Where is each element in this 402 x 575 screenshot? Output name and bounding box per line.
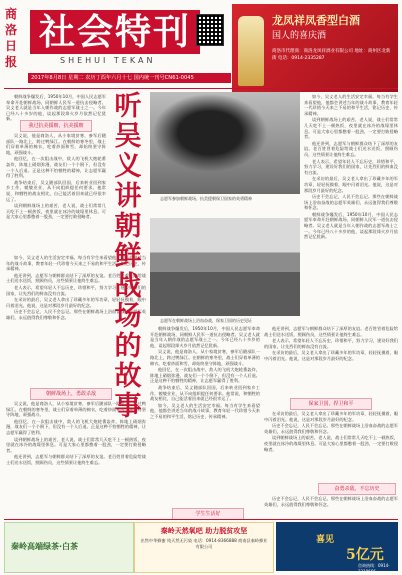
top-advertisement[interactable] [232, 4, 398, 92]
section-heading: 朝鲜战场上，勇敢杀敌 [30, 388, 112, 400]
article-column-right-a: 如今，吴义老人的生活安定幸福。每当有学生来看望他，他都会讲述当年的战斗故事，教育年轻一代珍惜今天来之不易的和平生活，铭记历史，传承精神。 谈到朝鲜战场上的艰苦，老人说，战士们常常几天吃不上一顿热饭，夜里就在冰冷的战壕里休息。可是大家心里都憋着一股劲，一定要打败侵略者。 他还讲到，志愿军与朝鲜群众结下了深厚的友谊。老百姓冒着危险给战士们送水送饭，照顾伤员，这些情景让他终生难忘。 老人表示，希望年轻人不忘历史，珍惜和平，努力学习，建设好我们的国家，让先烈们的鲜血没有白流。 在采访的最后，吴义老人拿出了珍藏多年的军功章，轻轻抚摸着，眼中闪着泪光。他说，这是对那段岁月最好的纪念。 历史不会忘记，人民不会忘记。那些在朝鲜战场上浴血奋战的志愿军英雄们，永远值得我们尊敬和怀念。 朝鲜战争爆发后，1950年10月，中国人民志愿军奉命开赴朝鲜战场，同朝鲜人民军一道抗击侵略者。吴义老人就是当年入朝作战的志愿军战士之一。今年已经八十多岁的他，谈起那段烽火岁月依然记忆犹新。 [304, 94, 398, 240]
ad-title: 龙凤祥凤香型白酒 [272, 14, 360, 27]
headline: 听吴义讲朝鲜战场的故事 [114, 91, 142, 422]
article-column-4: 在采访的最后，吴义老人拿出了珍藏多年的军功章，轻轻抚摸着，眼中闪着泪光。他说，这是对那段岁月最好的纪念。 历史不会忘记，人民不会忘记。那些在朝鲜战场上浴血奋战的志愿军英雄们，永远值得我们尊敬和怀念。 谈到朝鲜战场上的艰苦，老人说，战士们常常几天吃不上一顿热饭，夜里就在冰冷的战壕里休息。可是大家心里都憋着一股劲，一定要打败侵略者。 [264, 411, 399, 452]
article-column-2: 朝鲜战争爆发后，1950年10月，中国人民志愿军奉命开赴朝鲜战场，同朝鲜人民军一道抗击侵略者。吴义老人就是当年入朝作战的志愿军战士之一。今年已经八十多岁的他，谈起那段烽火岁月依然记忆犹新。 吴义说，他是商洛人，从小家境贫寒，参军后随部队一路北上，跨过鸭绿江。在朝鲜的寒冬里，战士们穿着单薄的棉衣，吃着炒面和雪，却始终坚守阵地，顽强战斗。 他回忆，在一次阻击战中，敌人的飞机大炮轮番轰炸，阵地上硝烟弥漫，战友们一个个倒下，但没有一个人后退。正是这种不怕牺牲的精神，让志愿军赢得了胜利。 战争结束后，吴义随部队回国，后来转业回到家乡工作，兢兢业业，从不向组织提任何要求。他常说，和牺牲的战友相比，自己能活着回来就已经很幸运了。 如今，吴义老人的生活安定幸福。每当有学生来看望他，他都会讲述当年的战斗故事，教育年轻一代珍惜今天来之不易的和平生活，铭记历史，传承精神。 [150, 326, 260, 419]
honey-ad-title: 秦岭天然氧吧 助力脱贫攻坚 [160, 527, 248, 535]
ad-info: 商洛市代理商：商洛龙凤祥酒业有限公司 地址：商州区北新街 电话：0914-2335287 [272, 49, 391, 61]
title-pinyin: SHEHUI TEKAN [60, 56, 156, 65]
paper-name: 商洛日报 [5, 7, 18, 69]
ad-subtitle: 国人的喜庆酒 [272, 31, 327, 41]
lottery-brand: 喜见 [316, 535, 335, 545]
liquor-bottle-icon [238, 16, 264, 86]
war-photo-1 [150, 92, 300, 194]
date-line: 2017年8月8日 星期二 农历丁酉年六月十七 国内统一刊号CN61-0045 [28, 73, 231, 83]
article-column-1d: 吴义说，他是商洛人，从小家境贫寒，参军后随部队一路北上，跨过鸭绿江。在朝鲜的寒冬里，战士们穿着单薄的棉衣，吃着炒面和雪，却始终坚守阵地，顽强战斗。 他回忆，在一次阻击战中，敌人的飞机大炮轮番轰炸，阵地上硝烟弥漫，战友们一个个倒下，但没有一个人后退。正是这种不怕牺牲的精神，让志愿军赢得了胜利。 谈到朝鲜战场上的艰苦，老人说，战士们常常几天吃不上一顿热饭，夜里就在冰冷的战壕里休息。可是大家心里都憋着一股劲，一定要打败侵略者。 他还讲到，志愿军与朝鲜群众结下了深厚的友谊。老百姓冒着危险给战士们送水送饭，照顾伤员，这些情景让他终生难忘。 [6, 401, 146, 465]
article-column-1a: 朝鲜战争爆发后，1950年10月，中国人民志愿军奉命开赴朝鲜战场，同朝鲜人民军一道抗击侵略者。吴义老人就是当年入朝作战的志愿军战士之一。今年已经八十多岁的他，谈起那段烽火岁月依然记忆犹新。 [6, 94, 106, 122]
lottery-advertisement[interactable] [276, 522, 398, 574]
article-column-5: 历史不会忘记，人民不会忘记。那些在朝鲜战场上浴血奋战的志愿军英雄们，永远值得我们尊敬和怀念。 [264, 496, 398, 507]
photo-caption-2: 志愿军在朝鲜战场上浴血奋战，保家卫国的历史见证 [160, 318, 252, 323]
qr-code-icon [196, 14, 224, 46]
ads-divider [4, 519, 398, 520]
war-photo-2 [150, 218, 300, 316]
masthead-divider [4, 88, 398, 89]
section-heading: 学生生活好 [172, 508, 244, 520]
tea-advertisement[interactable] [4, 522, 134, 573]
section-heading: 保家卫国，捍卫和平 [290, 398, 372, 410]
page-title: 社会特刊 [30, 10, 200, 54]
lottery-phone: 咨询热线：0914-2318666 [358, 563, 390, 574]
photo-caption-1: 志愿军参加朝鲜战场，抗美援朝保卫国家的英勇精神 [160, 196, 252, 201]
section-heading: 我过抗美援朝，抗美援朝 [20, 120, 92, 132]
article-column-3: 他还讲到，志愿军与朝鲜群众结下了深厚的友谊。老百姓冒着危险给战士们送水送饭，照顾伤员，这些情景让他终生难忘。 老人表示，希望年轻人不忘历史，珍惜和平，努力学习，建设好我们的国家，让先烈们的鲜血没有白流。 在采访的最后，吴义老人拿出了珍藏多年的军功章，轻轻抚摸着，眼中闪着泪光。他说，这是对那段岁月最好的纪念。 [264, 326, 398, 361]
lottery-amount: 5亿元 [346, 547, 384, 563]
tea-ad-text: 秦岭高端绿茶·白茶 [11, 542, 79, 551]
article-column-1c: 如今，吴义老人的生活安定幸福。每当有学生来看望他，他都会讲述当年的战斗故事，教育年轻一代珍惜今天来之不易的和平生活，铭记历史，传承精神。 他还讲到，志愿军与朝鲜群众结下了深厚的友谊。老百姓冒着危险给战士们送水送饭，照顾伤员，这些情景让他终生难忘。 老人表示，希望年轻人不忘历史，珍惜和平，努力学习，建设好我们的国家，让先烈们的鲜血没有白流。 在采访的最后，吴义老人拿出了珍藏多年的军功章，轻轻抚摸着，眼中闪着泪光。他说，这是对那段岁月最好的纪念。 历史不会忘记，人民不会忘记。那些在朝鲜战场上浴血奋战的志愿军英雄们，永远值得我们尊敬和怀念。 [6, 255, 146, 320]
honey-advertisement[interactable] [134, 522, 274, 573]
honey-ad-lines: 出售中华蜂蜜 纯天然无污染 电话：0914-8366888 商南县秦岭蜂业有限公司 [140, 538, 268, 549]
section-heading: 奋勇杀敌，不忘历史 [318, 483, 396, 495]
article-column-1b: 吴义说，他是商洛人，从小家境贫寒，参军后随部队一路北上，跨过鸭绿江。在朝鲜的寒冬里，战士们穿着单薄的棉衣，吃着炒面和雪，却始终坚守阵地，顽强战斗。 他回忆，在一次阻击战中，敌人的飞机大炮轮番轰炸，阵地上硝烟弥漫，战友们一个个倒下，但没有一个人后退。正是这种不怕牺牲的精神，让志愿军赢得了胜利。 战争结束后，吴义随部队回国，后来转业回到家乡工作，兢兢业业，从不向组织提任何要求。他常说，和牺牲的战友相比，自己能活着回来就已经很幸运了。 谈到朝鲜战场上的艰苦，老人说，战士们常常几天吃不上一顿热饭，夜里就在冰冷的战壕里休息。可是大家心里都憋着一股劲，一定要打败侵略者。 [6, 133, 106, 220]
